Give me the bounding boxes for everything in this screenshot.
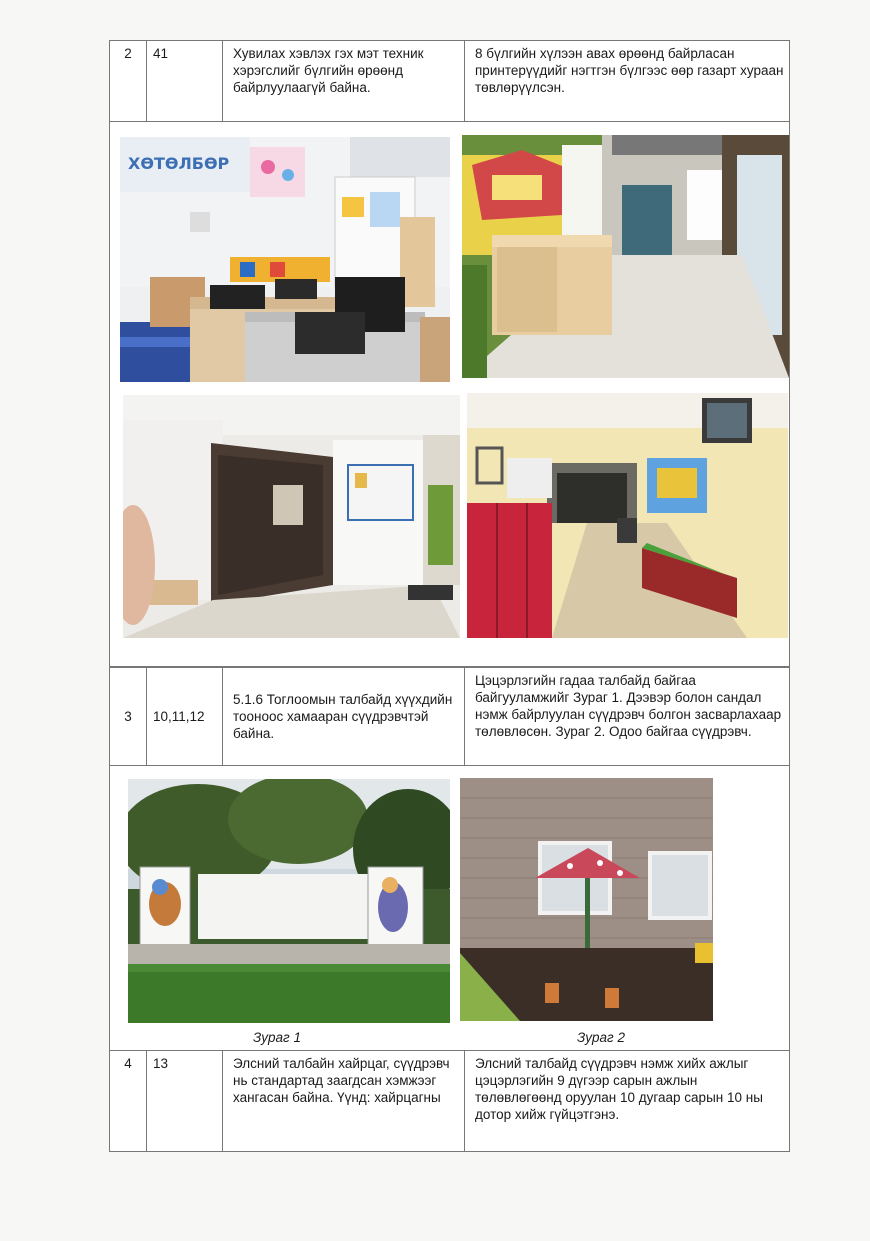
row-number: 2 [110, 41, 147, 121]
table-row [109, 40, 790, 122]
row-action: 8 бүлгийн хүлээн авах өрөөнд байрласан принтерүүдийг нэгтгэн бүлгээс өөр газарт хураан төвлөрүүлсэн. [475, 46, 784, 95]
row-action: Цэцэрлэгийн гадаа талбайд байгаа байгууламжийг Зураг 1. Дээвэр болон сандал нэмж байрлуулан сүүдрэвч болгон засварлахаар төлөвлөсөн. Зураг 2. Одоо байгаа сүүдрэвч. [475, 673, 782, 739]
row-requirement: 5.1.6 Тоглоомын талбайд хүүхдийн тооноос хамааран сүүдрэвчтэй байна. [223, 668, 465, 765]
outdoor-structure-photo [128, 779, 450, 1023]
row-number: 3 [110, 668, 147, 765]
corridor-desk-photo [462, 135, 789, 378]
row-requirement: Хувилах хэвлэх гэх мэт техник хэрэгслийг бүлгийн өрөөнд байрлуулаагүй байна. [223, 41, 465, 121]
row-requirement: Элсний талбайн хайрцаг, сүүдрэвч нь стандартад заагдсан хэмжээг хангасан байна. Үүнд: хайрцагны [223, 1051, 465, 1151]
figure-2-caption: Зураг 2 [577, 1030, 625, 1045]
umbrella-shade-photo [460, 778, 713, 1021]
room-doorway-photo [123, 395, 460, 638]
row-action: Элсний талбайд сүүдрэвч нэмж хийх ажлыг цэцэрлэгийн 9 дүгээр сарын ажлын төлөвлөгөөнд оруулан 10 дугаар сарын 10 ны дотор хийж гүйцэтгэнэ. [475, 1056, 763, 1122]
wall-sign-text: ХӨТӨЛБӨР [128, 154, 230, 173]
photo-block-row3 [109, 766, 790, 1051]
row-number: 4 [110, 1051, 147, 1151]
row-reference: 10,11,12 [147, 668, 223, 765]
figure-1-caption: Зураг 1 [253, 1030, 301, 1045]
classroom-printers-photo [120, 137, 450, 382]
table-row [109, 1050, 790, 1152]
hallway-lockers-photo [467, 393, 788, 638]
row-reference: 13 [147, 1051, 223, 1151]
row-reference: 41 [147, 41, 223, 121]
table-row [109, 667, 790, 766]
photo-block-row2 [109, 122, 790, 667]
